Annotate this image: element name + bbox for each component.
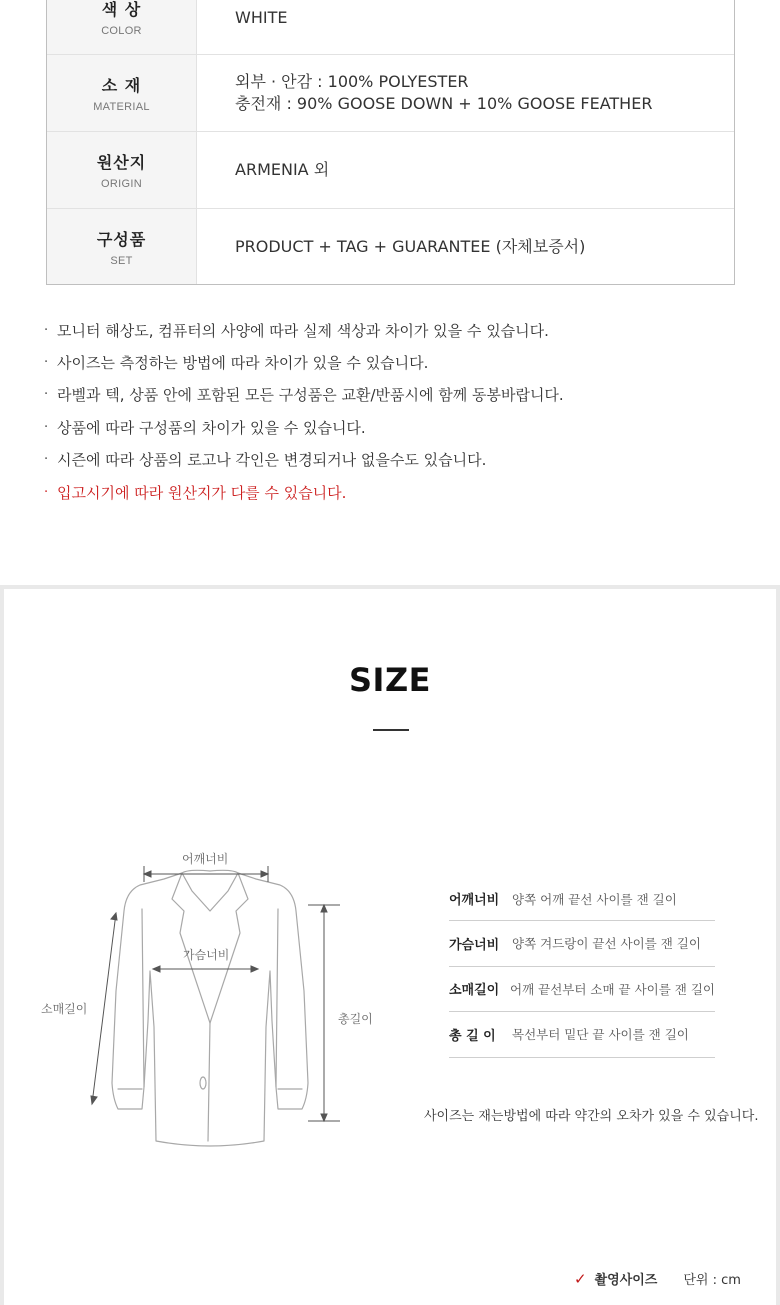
notice-text: 상품에 따라 구성품의 차이가 있을 수 있습니다. — [57, 418, 366, 437]
title-divider — [373, 729, 409, 731]
measurement-name: 가슴너비 — [449, 937, 500, 953]
spec-value-line: 충전재 : 90% GOOSE DOWN + 10% GOOSE FEATHER — [235, 94, 653, 113]
measurement-name: 총 길 이 — [449, 1028, 496, 1044]
notice-text: 라벨과 텍, 상품 안에 포함된 모든 구성품은 교환/반품시에 함께 동봉바랍니다. — [57, 386, 564, 405]
spec-value — [197, 209, 734, 284]
measurement-desc: 어깨 끝선부터 소매 끝 사이를 잰 길이 — [510, 981, 715, 997]
bullet: · — [44, 387, 49, 403]
spec-row-set — [47, 208, 734, 284]
shoulder-label: 어깨너비 — [182, 852, 229, 866]
spec-head — [47, 209, 197, 284]
notice-text: 모니터 해상도, 컴퓨터의 사양에 따라 실제 색상과 차이가 있을 수 있습니다. — [57, 321, 549, 340]
spec-head — [47, 132, 197, 208]
spec-label-ko: 원산지 — [96, 153, 147, 172]
notice-text: 사이즈는 측정하는 방법에 따라 차이가 있을 수 있습니다. — [57, 354, 429, 373]
spec-head — [47, 0, 197, 54]
spec-value-line: PRODUCT + TAG + GUARANTEE (자체보증서) — [235, 236, 586, 256]
spec-value — [197, 0, 734, 54]
spec-label-en: COLOR — [101, 25, 142, 37]
check-icon: ✓ — [574, 1269, 587, 1288]
notice-item-highlight — [44, 476, 744, 508]
size-footer — [574, 1269, 741, 1288]
notice-item — [44, 411, 744, 443]
length-label: 총길이 — [338, 1012, 373, 1026]
spec-label-ko: 소 재 — [101, 76, 142, 95]
measurement-desc: 양쪽 겨드랑이 끝선 사이를 잰 길이 — [512, 936, 701, 952]
measurement-row — [449, 1012, 715, 1058]
bullet: · — [44, 322, 49, 338]
photo-size-label: 촬영사이즈 — [594, 1273, 658, 1288]
measurement-name: 어깨너비 — [449, 893, 500, 908]
chest-label: 가슴너비 — [183, 948, 230, 962]
spec-value-line: WHITE — [235, 8, 288, 27]
bullet: · — [44, 419, 49, 435]
spec-label-en: ORIGIN — [101, 178, 142, 190]
notice-text: 시즌에 따라 상품의 로고나 각인은 변경되거나 없을수도 있습니다. — [57, 451, 487, 470]
spec-row-origin — [47, 131, 734, 208]
measurement-desc: 양쪽 어깨 끝선 사이를 잰 길이 — [512, 891, 677, 907]
notice-item — [44, 314, 744, 346]
notice-item — [44, 444, 744, 476]
spec-label-ko: 색 상 — [101, 0, 142, 19]
spec-row-material — [47, 54, 734, 131]
bullet: · — [44, 452, 49, 468]
size-section — [0, 585, 780, 1305]
sleeve-label: 소매길이 — [41, 1002, 88, 1016]
measurement-name: 소매길이 — [449, 983, 500, 999]
notice-text: 입고시기에 따라 원산지가 다를 수 있습니다. — [57, 483, 347, 502]
notice-item — [44, 346, 744, 378]
bullet: · — [44, 355, 49, 371]
unit-label: 단위 : cm — [683, 1273, 741, 1288]
bullet: · — [44, 484, 49, 500]
spec-label-en: SET — [110, 254, 133, 267]
measurement-desc: 목선부터 밑단 끝 사이를 잰 길이 — [512, 1027, 689, 1043]
spec-head — [47, 55, 197, 131]
size-title: SIZE — [348, 661, 431, 699]
spec-value-line: ARMENIA 외 — [235, 160, 330, 179]
spec-label-en: MATERIAL — [93, 101, 150, 113]
measurement-row — [449, 877, 715, 921]
spec-value — [197, 132, 734, 208]
measurement-table — [449, 877, 715, 1058]
measurement-row — [449, 967, 715, 1013]
size-note: 사이즈는 재는방법에 따라 약간의 오차가 있을 수 있습니다. — [424, 1109, 759, 1124]
notice-item — [44, 379, 744, 411]
jacket-outline-icon — [32, 851, 402, 1151]
spec-value — [197, 55, 734, 131]
spec-label-ko: 구성품 — [96, 229, 147, 249]
spec-table — [46, 0, 735, 285]
jacket-diagram — [32, 851, 402, 1151]
spec-value-line: 외부 · 안감 : 100% POLYESTER — [235, 72, 469, 91]
spec-row-color — [47, 0, 734, 54]
notice-list — [44, 314, 744, 508]
measurement-row — [449, 921, 715, 967]
